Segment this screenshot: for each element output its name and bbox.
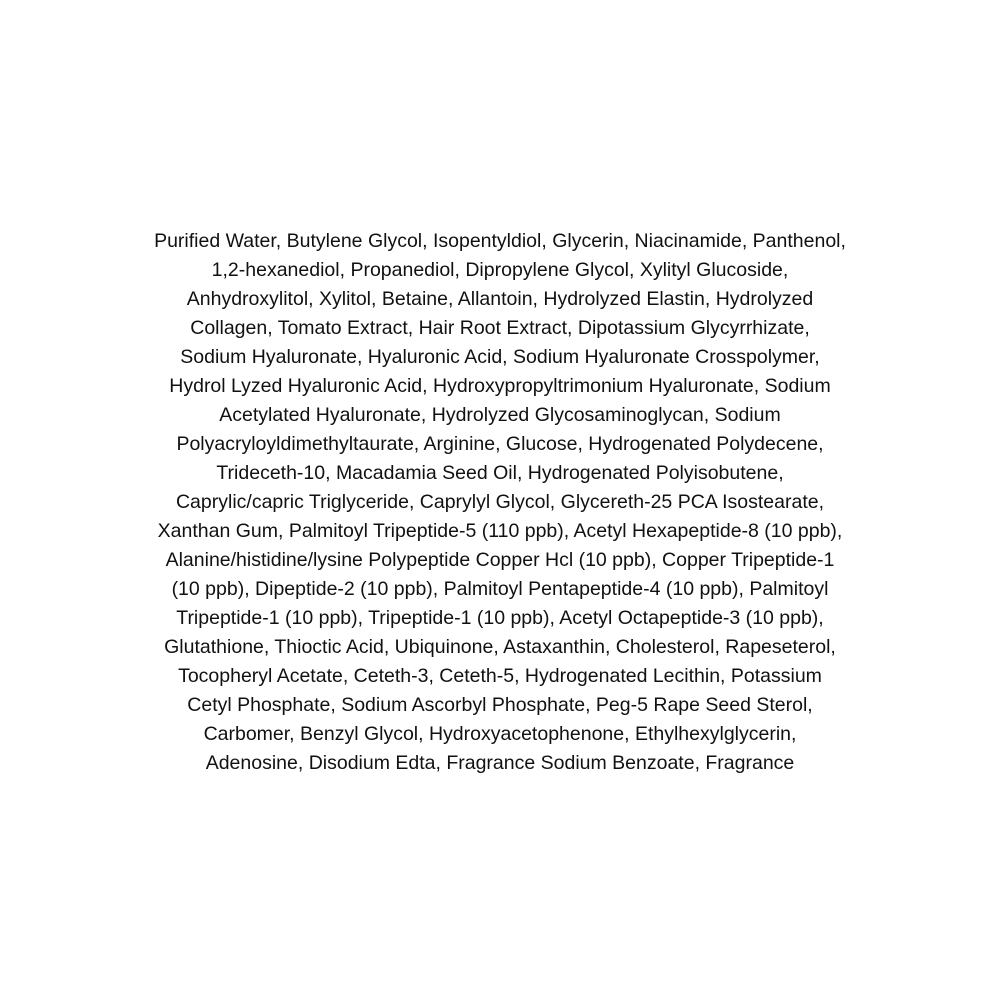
- ingredient-list: [50, 227, 950, 778]
- ingredient-line: Tripeptide-1 (10 ppb), Tripeptide-1 (10 ppb), Acetyl Octapeptide-3 (10 ppb),: [176, 607, 824, 629]
- ingredient-line: (10 ppb), Dipeptide-2 (10 ppb), Palmitoyl Pentapeptide-4 (10 ppb), Palmitoyl: [171, 578, 829, 600]
- ingredient-line: Hydrol Lyzed Hyaluronic Acid, Hydroxypropyltrimonium Hyaluronate, Sodium: [169, 375, 831, 397]
- ingredient-line: Trideceth-10, Macadamia Seed Oil, Hydrogenated Polyisobutene,: [216, 462, 784, 484]
- ingredient-line: Polyacryloyldimethyltaurate, Arginine, Glucose, Hydrogenated Polydecene,: [176, 433, 824, 455]
- ingredient-line: Cetyl Phosphate, Sodium Ascorbyl Phosphate, Peg-5 Rape Seed Sterol,: [187, 694, 813, 716]
- ingredient-line: 1,2-hexanediol, Propanediol, Dipropylene Glycol, Xylityl Glucoside,: [211, 259, 789, 281]
- ingredient-line: Purified Water, Butylene Glycol, Isopentyldiol, Glycerin, Niacinamide, Panthenol,: [154, 230, 846, 252]
- ingredient-line: Alanine/histidine/lysine Polypeptide Copper Hcl (10 ppb), Copper Tripeptide-1: [165, 549, 835, 571]
- ingredient-line: Caprylic/capric Triglyceride, Caprylyl Glycol, Glycereth-25 PCA Isostearate,: [175, 491, 825, 513]
- ingredient-line: Acetylated Hyaluronate, Hydrolyzed Glycosaminoglycan, Sodium: [219, 404, 781, 426]
- ingredient-line: Tocopheryl Acetate, Ceteth-3, Ceteth-5, Hydrogenated Lecithin, Potassium: [178, 665, 822, 687]
- ingredient-line: Glutathione, Thioctic Acid, Ubiquinone, Astaxanthin, Cholesterol, Rapeseterol,: [164, 636, 836, 658]
- ingredient-line: Anhydroxylitol, Xylitol, Betaine, Allantoin, Hydrolyzed Elastin, Hydrolyzed: [186, 288, 814, 310]
- ingredient-line: Xanthan Gum, Palmitoyl Tripeptide-5 (110 ppb), Acetyl Hexapeptide-8 (10 ppb),: [157, 520, 843, 542]
- ingredient-line: Carbomer, Benzyl Glycol, Hydroxyacetophenone, Ethylhexylglycerin,: [203, 723, 797, 745]
- ingredient-line: Collagen, Tomato Extract, Hair Root Extract, Dipotassium Glycyrrhizate,: [190, 317, 810, 339]
- ingredient-line: Sodium Hyaluronate, Hyaluronic Acid, Sodium Hyaluronate Crosspolymer,: [180, 346, 820, 368]
- ingredient-line: Adenosine, Disodium Edta, Fragrance Sodium Benzoate, Fragrance: [205, 752, 795, 774]
